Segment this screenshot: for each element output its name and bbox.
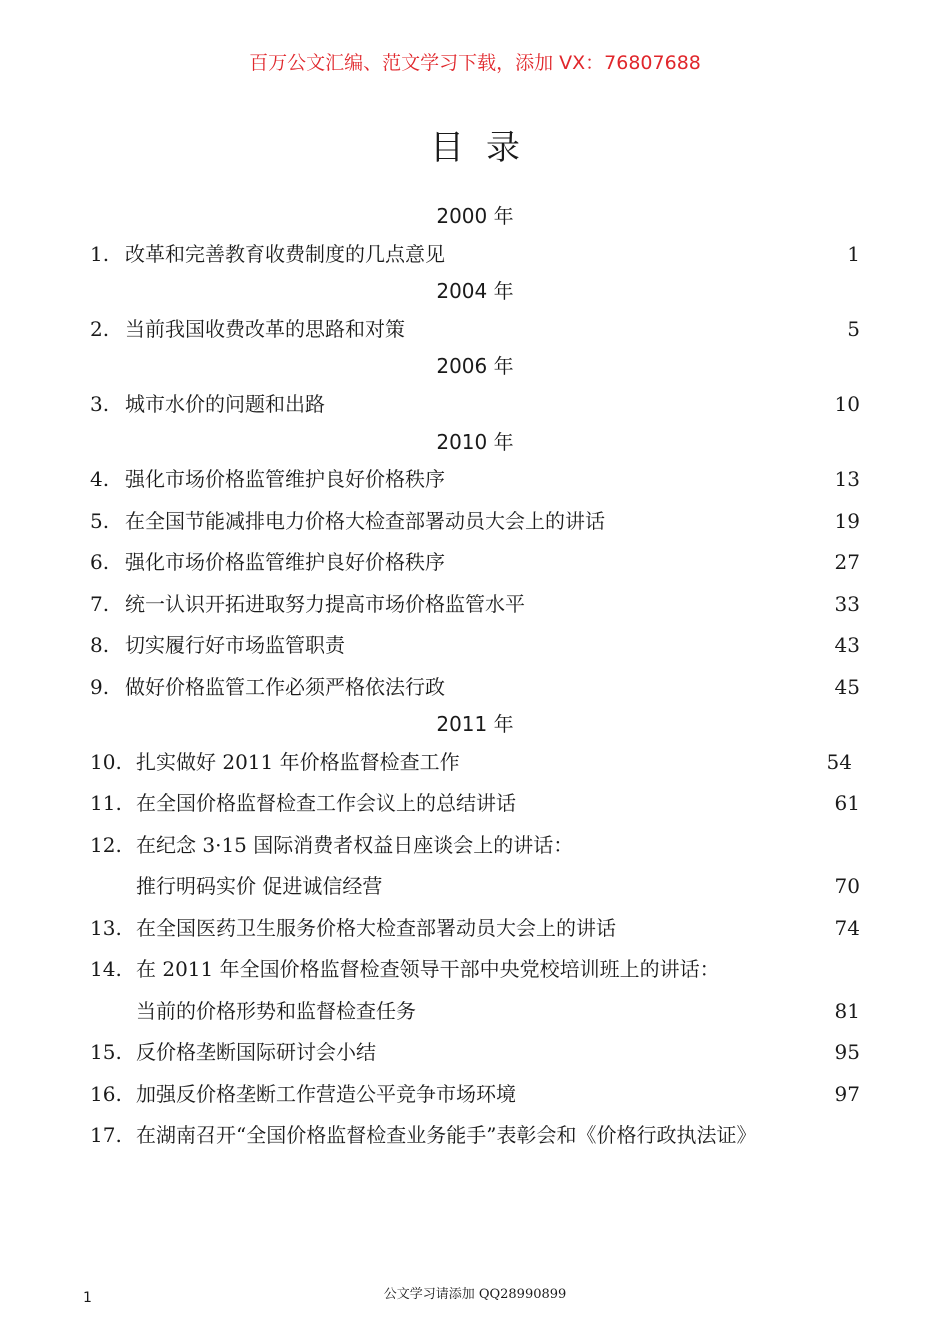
toc-entry-page: 74 [834,916,860,940]
toc-entry-page: 95 [834,1040,860,1064]
toc-entry-number: 7. [90,592,110,616]
toc-entry-page: 27 [834,550,860,574]
toc-entry-title: 统一认识开拓进取努力提高市场价格监管水平 [125,592,525,616]
toc-entry-number: 10. [90,750,122,774]
toc-entry-number: 16. [90,1082,122,1106]
toc-entry [0,1074,950,1114]
toc-entry [0,542,950,582]
toc-year-heading: 2011 年 [436,712,514,736]
toc-entry-title: 在全国节能减排电力价格大检查部署动员大会上的讲话 [125,509,605,533]
toc-entry-number: 2. [90,317,110,341]
toc-entry-page: 1 [847,242,860,266]
toc-entry-title: 城市水价的问题和出路 [125,392,325,416]
toc-entry-title: 当前我国收费改革的思路和对策 [125,317,405,341]
toc-entry-page: 61 [834,791,860,815]
toc-entry-title: 改革和完善教育收费制度的几点意见 [125,242,445,266]
toc-entry-title: 在全国医药卫生服务价格大检查部署动员大会上的讲话 [136,916,616,940]
toc-entry [0,1115,950,1155]
toc-entry-number: 5. [90,509,110,533]
toc-entry-title: 强化市场价格监管维护良好价格秩序 [125,550,445,574]
toc-entry [0,309,950,349]
toc-entry-number: 15. [90,1040,122,1064]
toc-entry [0,501,950,541]
toc-entry-page: 5 [847,317,860,341]
toc-entry-number: 12. [90,833,122,857]
toc-entry [0,949,950,989]
toc-entry-title: 反价格垄断国际研讨会小结 [136,1040,376,1064]
toc-year-heading: 2004 年 [436,279,514,303]
toc-entry-number: 1. [90,242,110,266]
toc-entry-page: 33 [834,592,860,616]
toc-entry-number: 14. [90,957,122,981]
toc-entry-title: 强化市场价格监管维护良好价格秩序 [125,467,445,491]
toc-entry [0,991,950,1031]
toc-entry-page: 70 [834,874,860,898]
toc-entry-title: 在湖南召开“全国价格监督检查业务能手”表彰会和《价格行政执法证》 [136,1123,757,1147]
toc-entry-page: 81 [834,999,860,1023]
toc-entry-page: 43 [834,633,860,657]
toc-entry [0,783,950,823]
toc-entry-number: 3. [90,392,110,416]
toc-year-heading: 2006 年 [436,354,514,378]
toc-entry-page: 97 [834,1082,860,1106]
toc-entry [0,584,950,624]
toc-entry [0,667,950,707]
toc-entry-number: 11. [90,791,122,815]
toc-entry-number: 4. [90,467,110,491]
page-number: 1 [83,1290,92,1306]
toc-entry-number: 6. [90,550,110,574]
toc-entry-title: 加强反价格垄断工作营造公平竞争市场环境 [136,1082,516,1106]
toc-entry [0,866,950,906]
toc-entry [0,908,950,948]
toc-entry-title: 在 2011 年全国价格监督检查领导干部中央党校培训班上的讲话： [136,957,720,981]
toc-entry-title: 扎实做好 2011 年价格监督检查工作 [136,750,460,774]
toc-entry-number: 8. [90,633,110,657]
toc-entry-page: 45 [834,675,860,699]
toc-entry-title: 在全国价格监督检查工作会议上的总结讲话 [136,791,516,815]
toc-entry-page: 10 [834,392,860,416]
toc-entry [0,234,950,274]
toc-entry [0,742,950,782]
toc-entry-number: 17. [90,1123,122,1147]
footer-text: 公文学习请添加 QQ28990899 [383,1287,567,1302]
toc-entry-page: 13 [834,467,860,491]
toc-entry-title: 在纪念 3·15 国际消费者权益日座谈会上的讲话： [136,833,574,857]
toc-entry [0,625,950,665]
toc-entry [0,384,950,424]
page-title: 目录 [430,128,542,168]
toc-entry-number: 9. [90,675,110,699]
toc-entry [0,825,950,865]
toc-entry-number: 13. [90,916,122,940]
toc-year-heading: 2010 年 [436,430,514,454]
toc-entry-page: 54 [826,750,852,774]
toc-entry-title: 推行明码实价 促进诚信经营 [136,874,383,898]
toc-entry-title: 做好价格监管工作必须严格依法行政 [125,675,445,699]
toc-entry-page: 19 [834,509,860,533]
toc-entry-title: 切实履行好市场监管职责 [125,633,345,657]
toc-entry [0,459,950,499]
toc-year-heading: 2000 年 [436,204,514,228]
toc-entry [0,1032,950,1072]
toc-entry-title: 当前的价格形势和监督检查任务 [136,999,416,1023]
watermark-banner: 百万公文汇编、范文学习下载，添加 VX：76807688 [249,52,701,74]
